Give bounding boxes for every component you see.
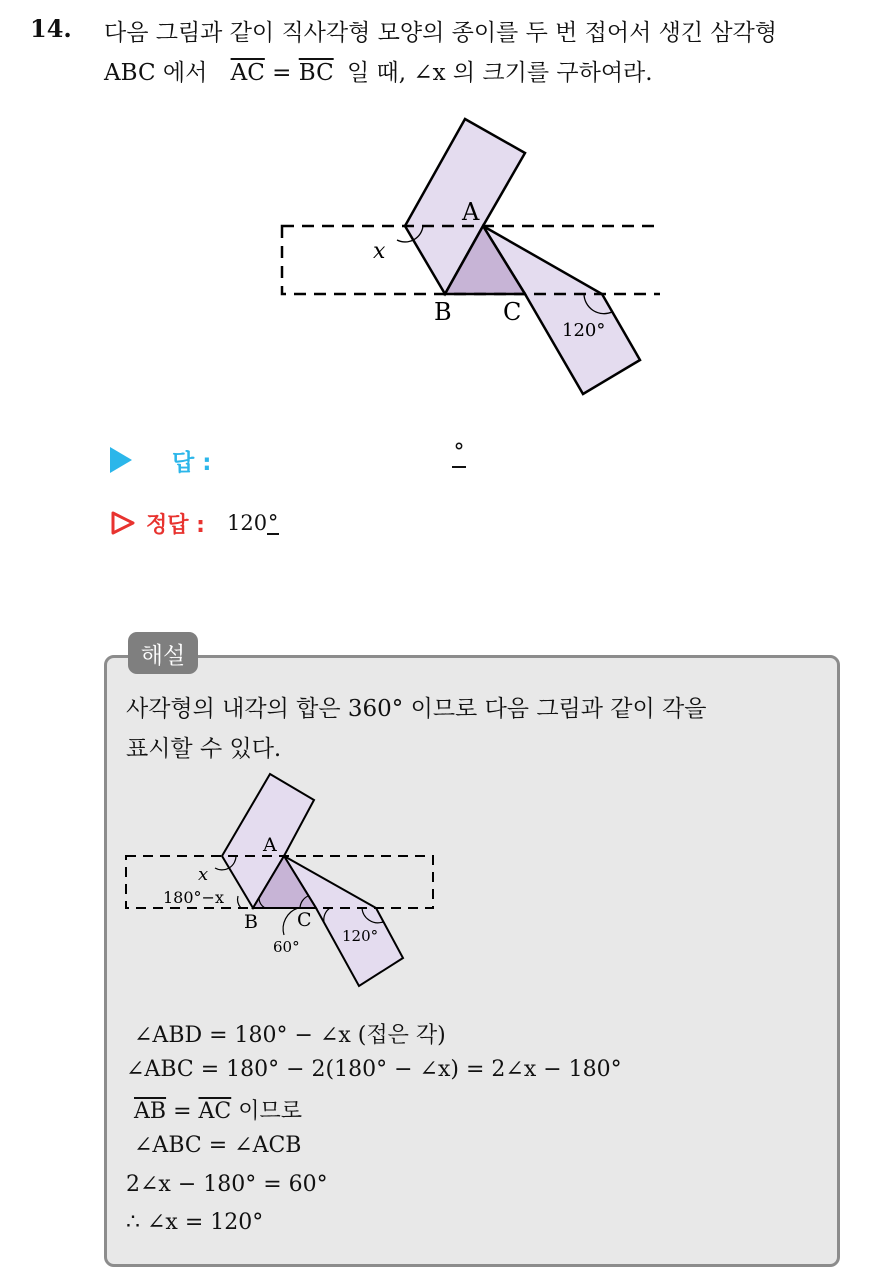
correct-number: 120 [226, 511, 268, 535]
question-line-2 [104, 54, 653, 87]
label-c: C [297, 909, 312, 931]
correct-value [227, 511, 279, 535]
label-a: A [263, 834, 277, 856]
solution-figure [120, 770, 440, 992]
question-number: 14. [30, 14, 72, 43]
answer-row [110, 443, 211, 477]
solution-line-1: 사각형의 내각의 합은 360° 이므로 다음 그림과 같이 각을 [126, 696, 707, 722]
angle-60-arc [283, 908, 298, 935]
label-b: B [434, 298, 452, 326]
answer-label: 답 : [172, 449, 212, 476]
label-c: C [503, 298, 522, 326]
outline-triangle-icon [110, 510, 136, 536]
label-180-x: 180°−x [163, 888, 224, 907]
segment-ac: $\overline{AC}$ [230, 60, 265, 86]
play-triangle-icon [110, 447, 132, 473]
label-x: x [198, 864, 209, 885]
equation-6: ∴ ∠x = 120° [126, 1210, 264, 1235]
equation-3-post: 이므로 [238, 1099, 302, 1124]
equals-sign: = [272, 60, 292, 86]
correct-unit: ° [267, 511, 279, 535]
solution-tab: 해설 [128, 632, 198, 674]
label-a: A [462, 198, 480, 226]
equation-5: 2∠x − 180° = 60° [126, 1172, 328, 1197]
label-120: 120° [342, 927, 379, 945]
equation-4: ∠ABC = ∠ACB [134, 1133, 302, 1158]
segment-ab: $\overline{AB}$ [134, 1099, 167, 1124]
question-line-2-post: 일 때, ∠x 의 크기를 구하여라. [346, 60, 653, 86]
label-x: x [373, 239, 386, 264]
question-line-1: 다음 그림과 같이 직사각형 모양의 종이를 두 번 접어서 생긴 삼각형 [104, 20, 777, 46]
answer-blank-unit: ° [452, 440, 466, 468]
equation-3-equals: = [173, 1099, 192, 1124]
equation-2: ∠ABC = 180° − 2(180° − ∠x) = 2∠x − 180° [126, 1057, 622, 1082]
solution-line-2: 표시할 수 있다. [126, 736, 282, 762]
segment-bc: $\overline{BC}$ [298, 60, 334, 86]
correct-answer-row [110, 506, 279, 540]
question-line-2-pre: ABC 에서 [104, 60, 208, 86]
segment-ac: $\overline{AC}$ [198, 1099, 232, 1124]
label-b: B [244, 911, 258, 933]
equation-3 [134, 1094, 302, 1125]
equation-1: ∠ABD = 180° − ∠x (접은 각) [134, 1023, 446, 1048]
label-120: 120° [562, 320, 606, 341]
question-figure [270, 110, 660, 405]
correct-label: 정답 : [146, 512, 205, 538]
angle-180x-arc [238, 896, 241, 908]
label-60: 60° [273, 938, 300, 956]
